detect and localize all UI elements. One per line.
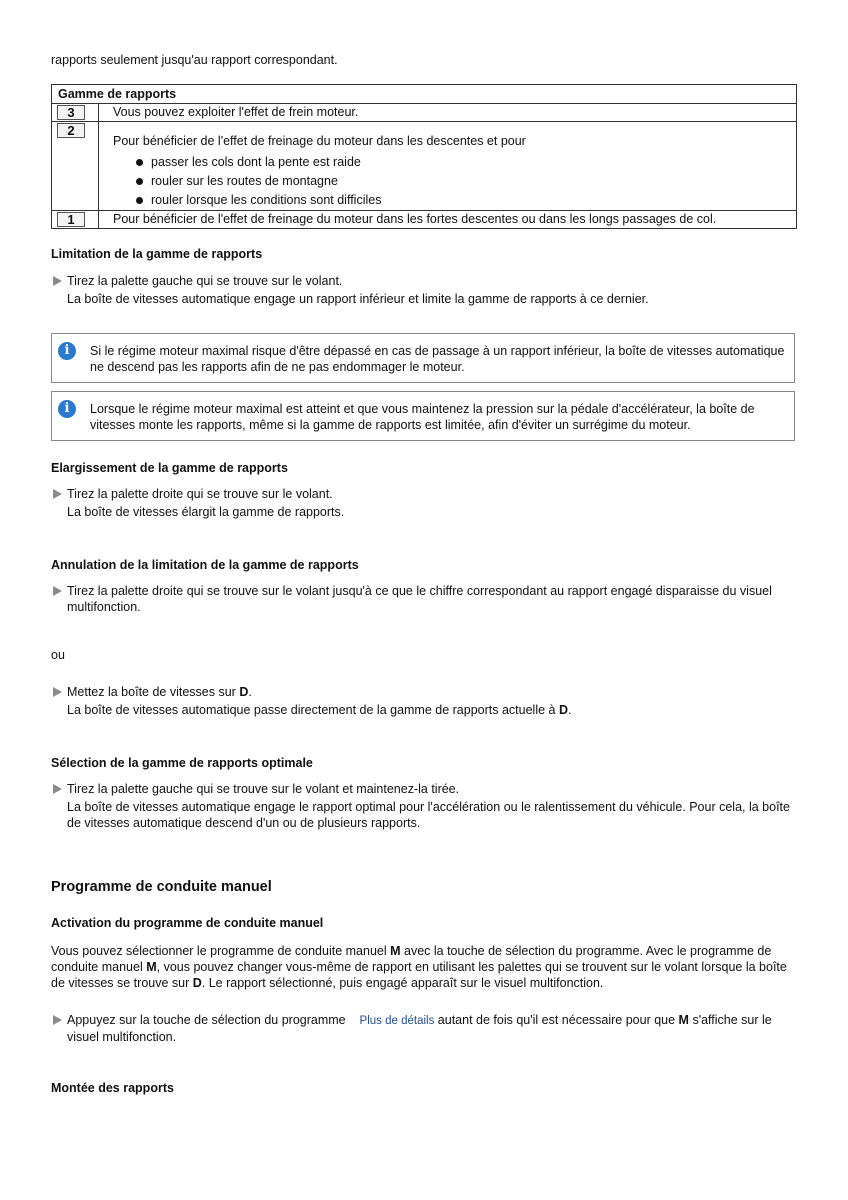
arrow-right-icon: [53, 586, 62, 596]
step-result: La boîte de vitesses élargit la gamme de rapports.: [67, 505, 345, 519]
programme-step: [53, 1012, 797, 1045]
list-item: passer les cols dont la pente est raide: [113, 153, 796, 172]
note-text: Lorsque le régime moteur maximal est atteint et que vous maintenez la pression sur la pédale d'accélérateur, la boîte de vitesses monte les rapports, même si la gamme de rapports est limitée, afin d'éviter un surrégime du moteur.: [90, 402, 755, 432]
elargissement-heading: Elargissement de la gamme de rapports: [51, 461, 288, 475]
step-text: Tirez la palette droite qui se trouve sur le volant.: [67, 487, 333, 501]
gear-key-1: 1: [57, 212, 85, 227]
arrow-right-icon: [53, 1015, 62, 1025]
list-item: rouler lorsque les conditions sont difficiles: [113, 191, 796, 210]
gear-range-table: [51, 84, 797, 229]
arrow-right-icon: [53, 489, 62, 499]
list-item: rouler sur les routes de montagne: [113, 172, 796, 191]
note-text: Si le régime moteur maximal risque d'être dépassé en cas de passage à un rapport inférieur, la boîte de vitesses automatique ne descend pas les rapports afin de ne pas endommager le moteur.: [90, 344, 785, 374]
gear-3-text: Vous pouvez exploiter l'effet de frein moteur.: [113, 105, 359, 119]
step-result: La boîte de vitesses automatique engage le rapport optimal pour l'accélération ou le ralentissement du véhicule. Pour cela, la boîte de vitesses automatique descend d'un ou de plusieurs rapports.: [67, 800, 790, 830]
activation-heading: Activation du programme de conduite manuel: [51, 916, 324, 930]
montee-heading: Montée des rapports: [51, 1081, 174, 1095]
step-result: La boîte de vitesses automatique passe directement de la gamme de rapports actuelle à D.: [67, 703, 572, 717]
gear-key-2: 2: [57, 123, 85, 138]
step-text: Tirez la palette gauche qui se trouve sur le volant.: [67, 274, 343, 288]
elargissement-step: [53, 486, 812, 520]
programme-heading: Programme de conduite manuel: [51, 879, 272, 895]
programme-paragraph: Vous pouvez sélectionner le programme de conduite manuel M avec la touche de sélection du programme. Avec le programme de conduite manuel M, vous pouvez changer vous-même de rapport en utilisant les palettes qui se trouvent sur le volant lorsque la boîte de vitesses se trouve sur D. Le rapport sélectionné, puis engagé apparaît sur le visuel multifonction.: [51, 944, 787, 990]
step-text: Tirez la palette gauche qui se trouve sur le volant et maintenez-la tirée.: [67, 782, 460, 796]
bullet-icon: [136, 178, 143, 185]
intro-line: rapports seulement jusqu'au rapport correspondant.: [51, 53, 338, 67]
limitation-step: [53, 273, 812, 307]
info-icon: i: [58, 342, 76, 360]
gear-table-header: Gamme de rapports: [58, 87, 177, 101]
step-text: Mettez la boîte de vitesses sur D.: [67, 685, 252, 699]
annulation-step: [53, 583, 797, 615]
annulation-heading: Annulation de la limitation de la gamme de rapports: [51, 558, 359, 572]
arrow-right-icon: [53, 276, 62, 286]
arrow-right-icon: [53, 784, 62, 794]
selection-heading: Sélection de la gamme de rapports optimale: [51, 756, 313, 770]
gear-1-text: Pour bénéficier de l'effet de freinage du moteur dans les fortes descentes ou dans les longs passages de col.: [113, 212, 717, 226]
gear-key-3: 3: [57, 105, 85, 120]
step-text: Appuyez sur la touche de sélection du programme Plus de détails autant de fois qu'il est nécessaire pour que M s'affiche sur le visuel multifonction.: [67, 1013, 772, 1044]
info-note-2: [51, 391, 795, 441]
more-details-link[interactable]: Plus de détails: [359, 1015, 435, 1027]
info-icon: i: [58, 400, 76, 418]
step-text: Tirez la palette droite qui se trouve sur le volant jusqu'à ce que le chiffre correspondant au rapport engagé disparaisse du visuel multifonction.: [67, 584, 772, 614]
gear-2-text: Pour bénéficier de l'effet de freinage du moteur dans les descentes et pour: [113, 134, 526, 148]
bullet-icon: [136, 197, 143, 204]
selection-step: [53, 781, 797, 831]
info-note-1: [51, 333, 795, 383]
annulation-step-2: [53, 684, 812, 718]
limitation-heading: Limitation de la gamme de rapports: [51, 247, 263, 261]
bullet-icon: [136, 159, 143, 166]
or-text: ou: [51, 648, 65, 662]
arrow-right-icon: [53, 687, 62, 697]
step-result: La boîte de vitesses automatique engage un rapport inférieur et limite la gamme de rapports à ce dernier.: [67, 292, 649, 306]
